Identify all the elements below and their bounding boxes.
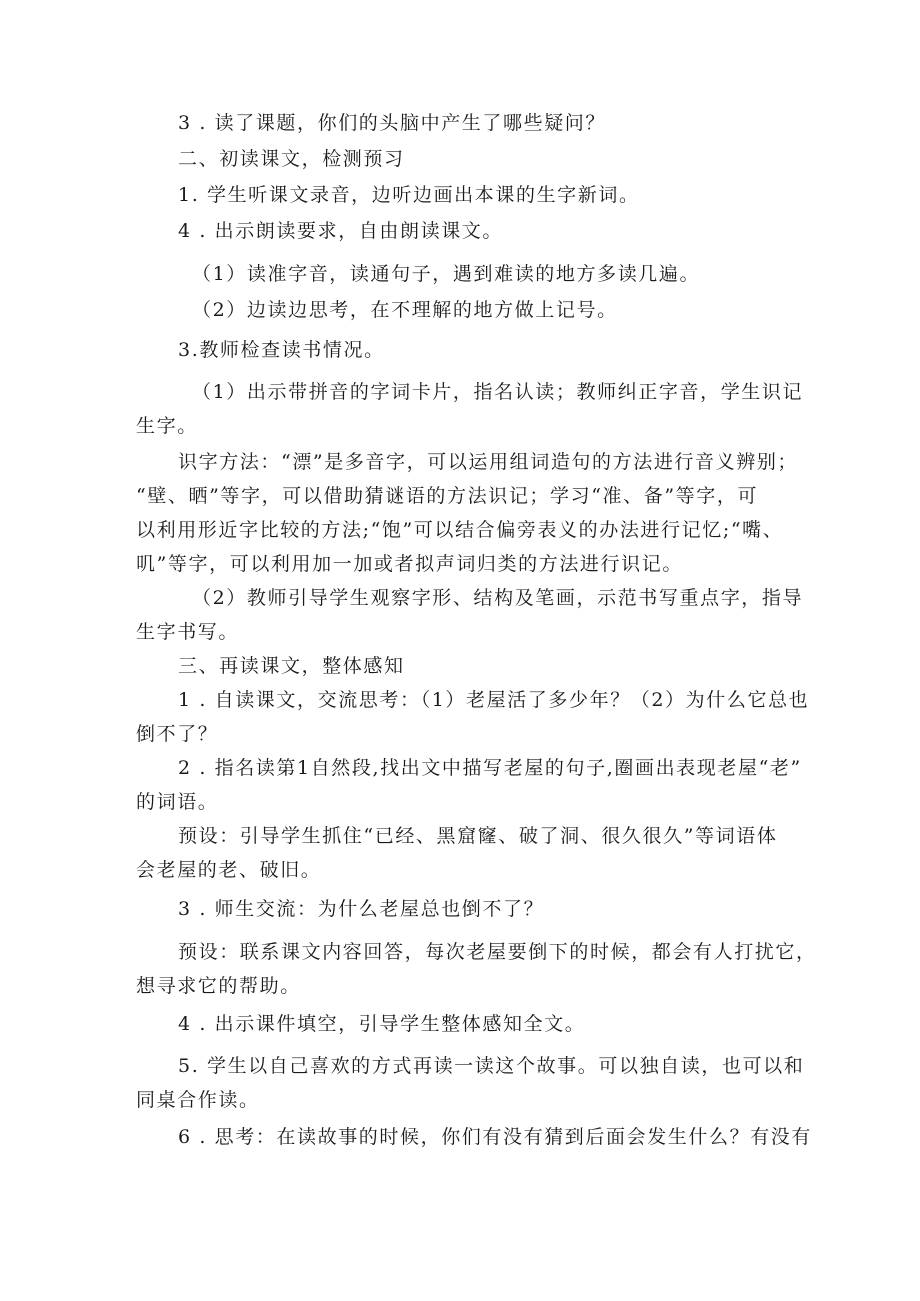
text-line: 预设：引导学生抓住“已经、黑窟窿、破了洞、很久很久”等词语体 [178,825,778,847]
text-line: 4 . 出示课件填空，引导学生整体感知全文。 [178,1013,586,1035]
text-line: 6 . 思考：在读故事的时候，你们有没有猜到后面会发生什么？有没有 [178,1126,813,1148]
text-line: 4 . 出示朗读要求，自由朗读课文。 [178,220,504,242]
section-heading: 二、初读课文，检测预习 [178,148,405,170]
text-line: “壁、晒”等字，可以借助猜谜语的方法识记；学习“准、备”等字，可 [136,485,759,507]
text-line: 识字方法：“漂”是多音字，可以运用组词造句的方法进行音义辨别； [178,451,799,473]
text-line: 想寻求它的帮助。 [136,975,301,997]
text-line: 同桌合作读。 [136,1089,260,1111]
section-heading: 三、再读课文，整体感知 [178,655,405,677]
text-line: 5. 学生以自己喜欢的方式再读一读这个故事。可以独自读，也可以和 [178,1055,805,1077]
text-line: 生字书写。 [136,621,240,643]
text-line: （1）读准字音，读通句子，遇到难读的地方多读几遍。 [192,263,701,285]
text-line: 3 . 读了课题，你们的头脑中产生了哪些疑问？ [178,112,607,134]
text-line: 1 . 自读课文，交流思考：（1）老屋活了多少年？（2）为什么它总也 [178,689,810,711]
text-line: 生字。 [136,415,198,437]
text-line: 3.教师检查读书情况。 [178,339,385,361]
text-line: 的词语。 [136,791,219,813]
text-line: 3 . 师生交流：为什么老屋总也倒不了？ [178,898,545,920]
text-line: 倒不了？ [136,723,219,745]
text-line: （2）教师引导学生观察字形、结构及笔画，示范书写重点字，指导 [192,587,804,609]
text-line: 2 . 指名读第1自然段,找出文中描写老屋的句子,圈画出表现老屋“老” [178,757,802,779]
text-line: （2）边读边思考，在不理解的地方做上记号。 [192,299,618,321]
text-line: （1）出示带拼音的字词卡片，指名认读；教师纠正字音，学生识记 [192,381,804,403]
text-line: 预设：联系课文内容回答，每次老屋要倒下的时候，都会有人打扰它， [178,941,817,963]
text-line: 1. 学生听课文录音，边听边画出本课的生字新词。 [178,184,640,206]
text-line: 以利用形近字比较的方法;“饱”可以结合偏旁表义的办法进行记忆;“嘴、 [136,519,784,541]
text-line: 会老屋的老、破旧。 [136,859,322,881]
text-line: 叽”等字，可以利用加一加或者拟声词归类的方法进行识记。 [136,553,683,575]
